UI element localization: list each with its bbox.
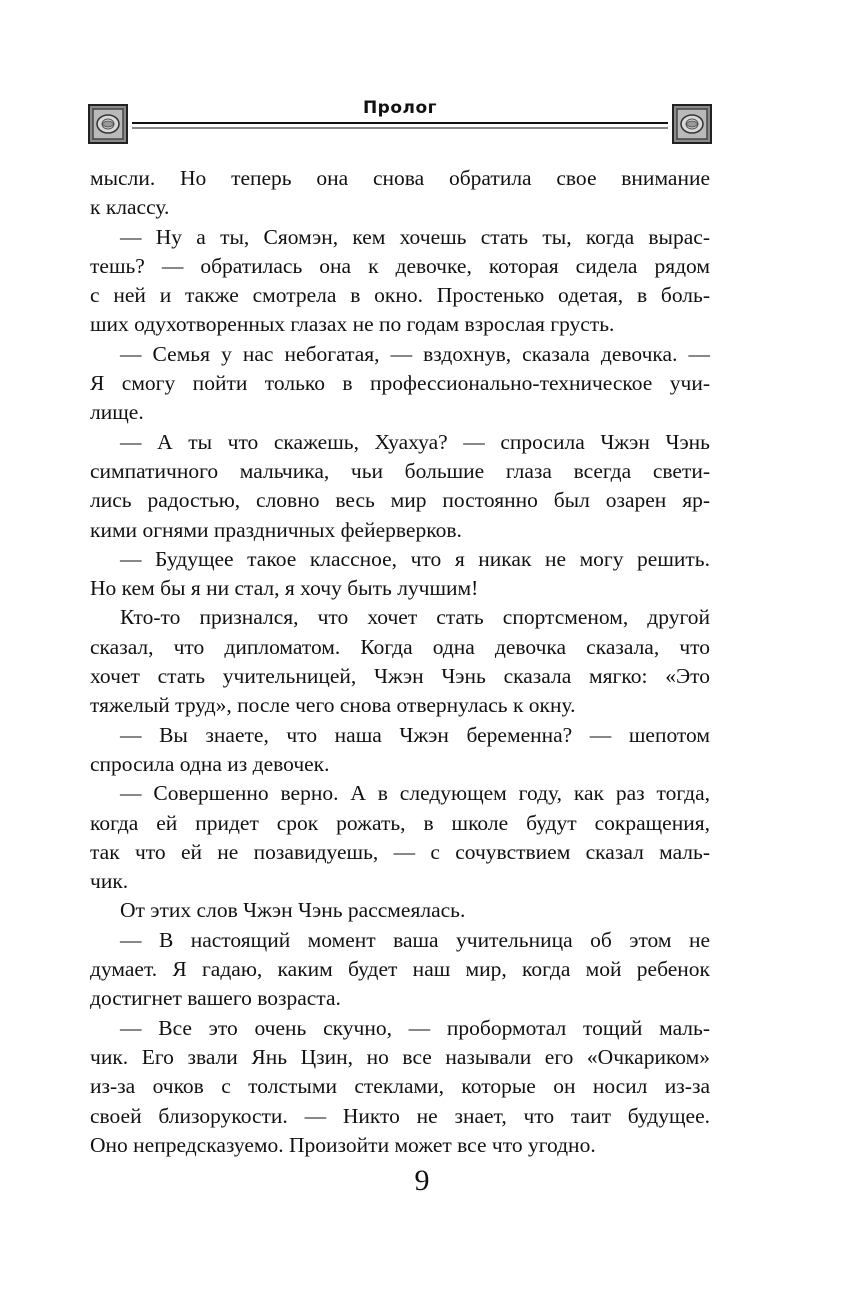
text-line: из-за очков с толстыми стеклами, которые он носил из-за bbox=[90, 1074, 710, 1099]
text-line: с ней и также смотрела в окно. Простенько одетая, в боль- bbox=[90, 283, 710, 308]
text-line: тяжелый труд», после чего снова отвернулась к окну. bbox=[90, 693, 576, 718]
text-line: достигнет вашего возраста. bbox=[90, 986, 341, 1011]
text-line: чик. Его звали Янь Цзин, но все называли его «Очкариком» bbox=[90, 1044, 710, 1069]
paragraph bbox=[90, 779, 710, 896]
text-line: От этих слов Чжэн Чэнь рассмеялась. bbox=[120, 898, 466, 923]
text-line: своей близорукости. — Никто не знает, что таит будущее. bbox=[90, 1103, 710, 1128]
text-line: симпатичного мальчика, чьи большие глаза всегда свети- bbox=[90, 458, 710, 483]
text-line: когда ей придет срок рожать, в школе будут сокращения, bbox=[90, 810, 710, 835]
text-line: — Все это очень скучно, — пробормотал тощий маль- bbox=[120, 1015, 710, 1040]
text-line: лище. bbox=[90, 400, 144, 425]
text-line: ших одухотворенных глазах не по годам взрослая грусть. bbox=[90, 312, 615, 337]
text-line: — Семья у нас небогатая, — вздохнув, сказала девочка. — bbox=[120, 341, 710, 366]
text-line: — А ты что скажешь, Хуахуа? — спросила Чжэн Чэнь bbox=[120, 429, 710, 454]
paragraph bbox=[90, 164, 710, 223]
header-rule bbox=[132, 121, 668, 131]
paragraph bbox=[90, 223, 710, 340]
text-line: кими огнями праздничных фейерверков. bbox=[90, 517, 462, 542]
text-line: так что ей не позавидуешь, — с сочувствием сказал маль- bbox=[90, 839, 710, 864]
paragraph bbox=[90, 896, 710, 925]
text-line: сказал, что дипломатом. Когда одна девочка сказала, что bbox=[90, 634, 710, 659]
header-title: Пролог bbox=[362, 98, 438, 118]
text-line: Я смогу пойти только в профессионально-техническое учи- bbox=[90, 371, 710, 396]
paragraph bbox=[90, 926, 710, 1014]
paragraph bbox=[90, 1014, 710, 1160]
text-line: Кто-то признался, что хочет стать спортсменом, другой bbox=[120, 605, 710, 630]
text-line: думает. Я гадаю, каким будет наш мир, когда мой ребенок bbox=[90, 957, 710, 982]
text-line: Но кем бы я ни стал, я хочу быть лучшим! bbox=[90, 576, 479, 601]
text-line: — Совершенно верно. А в следующем году, как раз тогда, bbox=[120, 781, 710, 806]
paragraph bbox=[90, 603, 710, 720]
running-header bbox=[88, 96, 712, 152]
paragraph bbox=[90, 340, 710, 428]
page-number: 9 bbox=[414, 1164, 430, 1197]
text-line: хочет стать учительницей, Чжэн Чэнь сказала мягко: «Это bbox=[90, 664, 710, 689]
text-line: к классу. bbox=[90, 195, 170, 220]
text-line: тешь? — обратилась она к девочке, которая сидела рядом bbox=[90, 253, 710, 278]
body-text bbox=[90, 164, 710, 1160]
text-line: чик. bbox=[90, 869, 129, 894]
text-line: — Ну а ты, Сяомэн, кем хочешь стать ты, когда вырас- bbox=[120, 224, 710, 249]
text-line: Оно непредсказуемо. Произойти может все что угодно. bbox=[90, 1132, 596, 1157]
paragraph bbox=[90, 428, 710, 545]
text-line: — В настоящий момент ваша учительница об этом не bbox=[120, 927, 710, 952]
text-line: лись радостью, словно весь мир постоянно был озарен яр- bbox=[90, 488, 710, 513]
text-line: спросила одна из девочек. bbox=[90, 751, 330, 776]
paragraph bbox=[90, 545, 710, 604]
ornament-right-icon bbox=[672, 104, 712, 144]
text-line: мысли. Но теперь она снова обратила свое внимание bbox=[90, 166, 710, 190]
text-line: — Вы знаете, что наша Чжэн беременна? — шепотом bbox=[120, 722, 710, 747]
text-line: — Будущее такое классное, что я никак не могу решить. bbox=[120, 546, 710, 571]
paragraph bbox=[90, 721, 710, 780]
